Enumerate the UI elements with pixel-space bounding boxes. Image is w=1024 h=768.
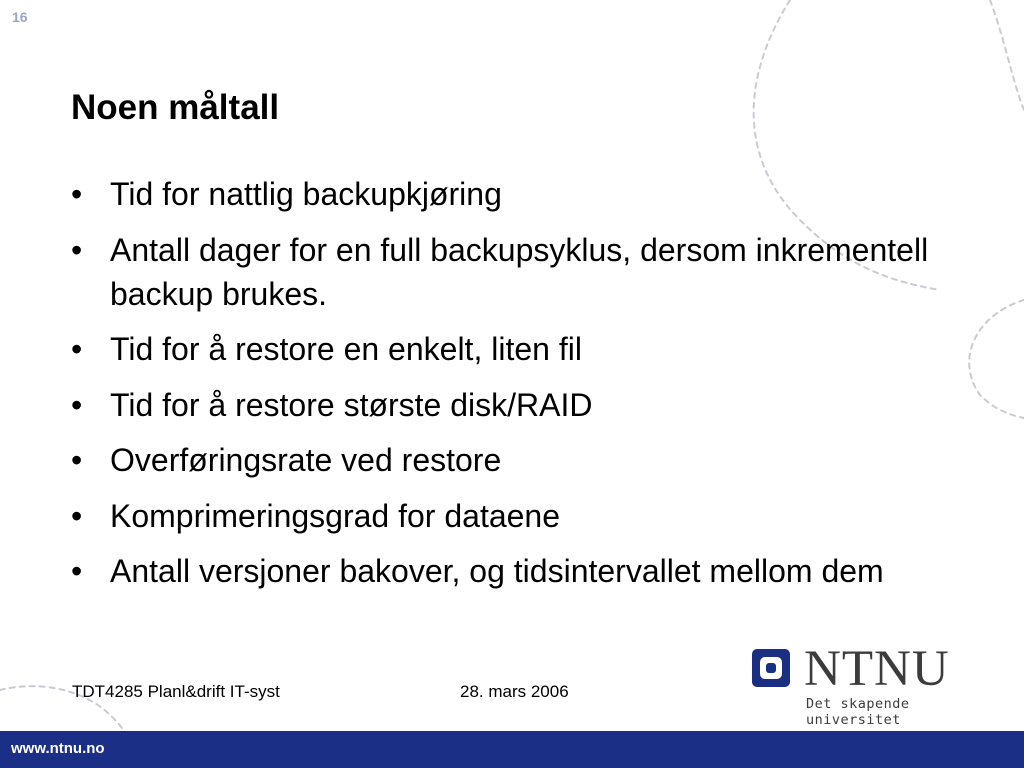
footer-date: 28. mars 2006 — [460, 682, 569, 701]
bullet-text: Komprimeringsgrad for dataene — [110, 497, 561, 534]
bullet-dot: • — [71, 497, 83, 534]
bullet-item — [71, 494, 931, 538]
bullet-text: Overføringsrate ved restore — [110, 442, 502, 478]
bullet-dot: • — [71, 553, 83, 589]
bullet-text: Tid for å restore største disk/RAID — [110, 386, 593, 423]
bullet-dot: • — [71, 386, 83, 423]
bullet-dot: • — [71, 231, 83, 268]
ntnu-logo — [752, 641, 1000, 728]
website-url: www.ntnu.no — [11, 740, 105, 757]
bullet-item — [71, 172, 931, 216]
slide-title: Noen måltall — [71, 88, 280, 127]
bullet-dot: • — [71, 331, 83, 367]
bullet-item — [71, 383, 931, 427]
logo-tagline: Det skapende universitet — [806, 696, 910, 728]
bullet-text: Tid for nattlig backupkjøring — [110, 176, 502, 212]
bullet-text: Antall versjoner bakover, og tidsintervallet mellom dem — [110, 553, 884, 589]
bullet-text: Antall dager for en full backupsyklus, dersom inkrementell backup brukes. — [110, 231, 929, 312]
bullet-item — [71, 438, 931, 482]
bullet-dot: • — [71, 442, 83, 478]
bottom-bar — [0, 731, 1024, 768]
ntnu-logo-mark-icon — [752, 649, 790, 687]
bullet-item — [71, 549, 931, 593]
bullet-dot: • — [71, 176, 83, 212]
footer-course: TDT4285 Planl&drift IT-syst — [72, 682, 280, 701]
slide-number: 16 — [12, 9, 28, 25]
bullet-list — [71, 172, 931, 605]
logo-wordmark: NTNU — [804, 641, 950, 697]
bullet-text: Tid for å restore en enkelt, liten fil — [110, 331, 582, 367]
bullet-item — [71, 327, 931, 371]
bullet-item — [71, 228, 931, 316]
